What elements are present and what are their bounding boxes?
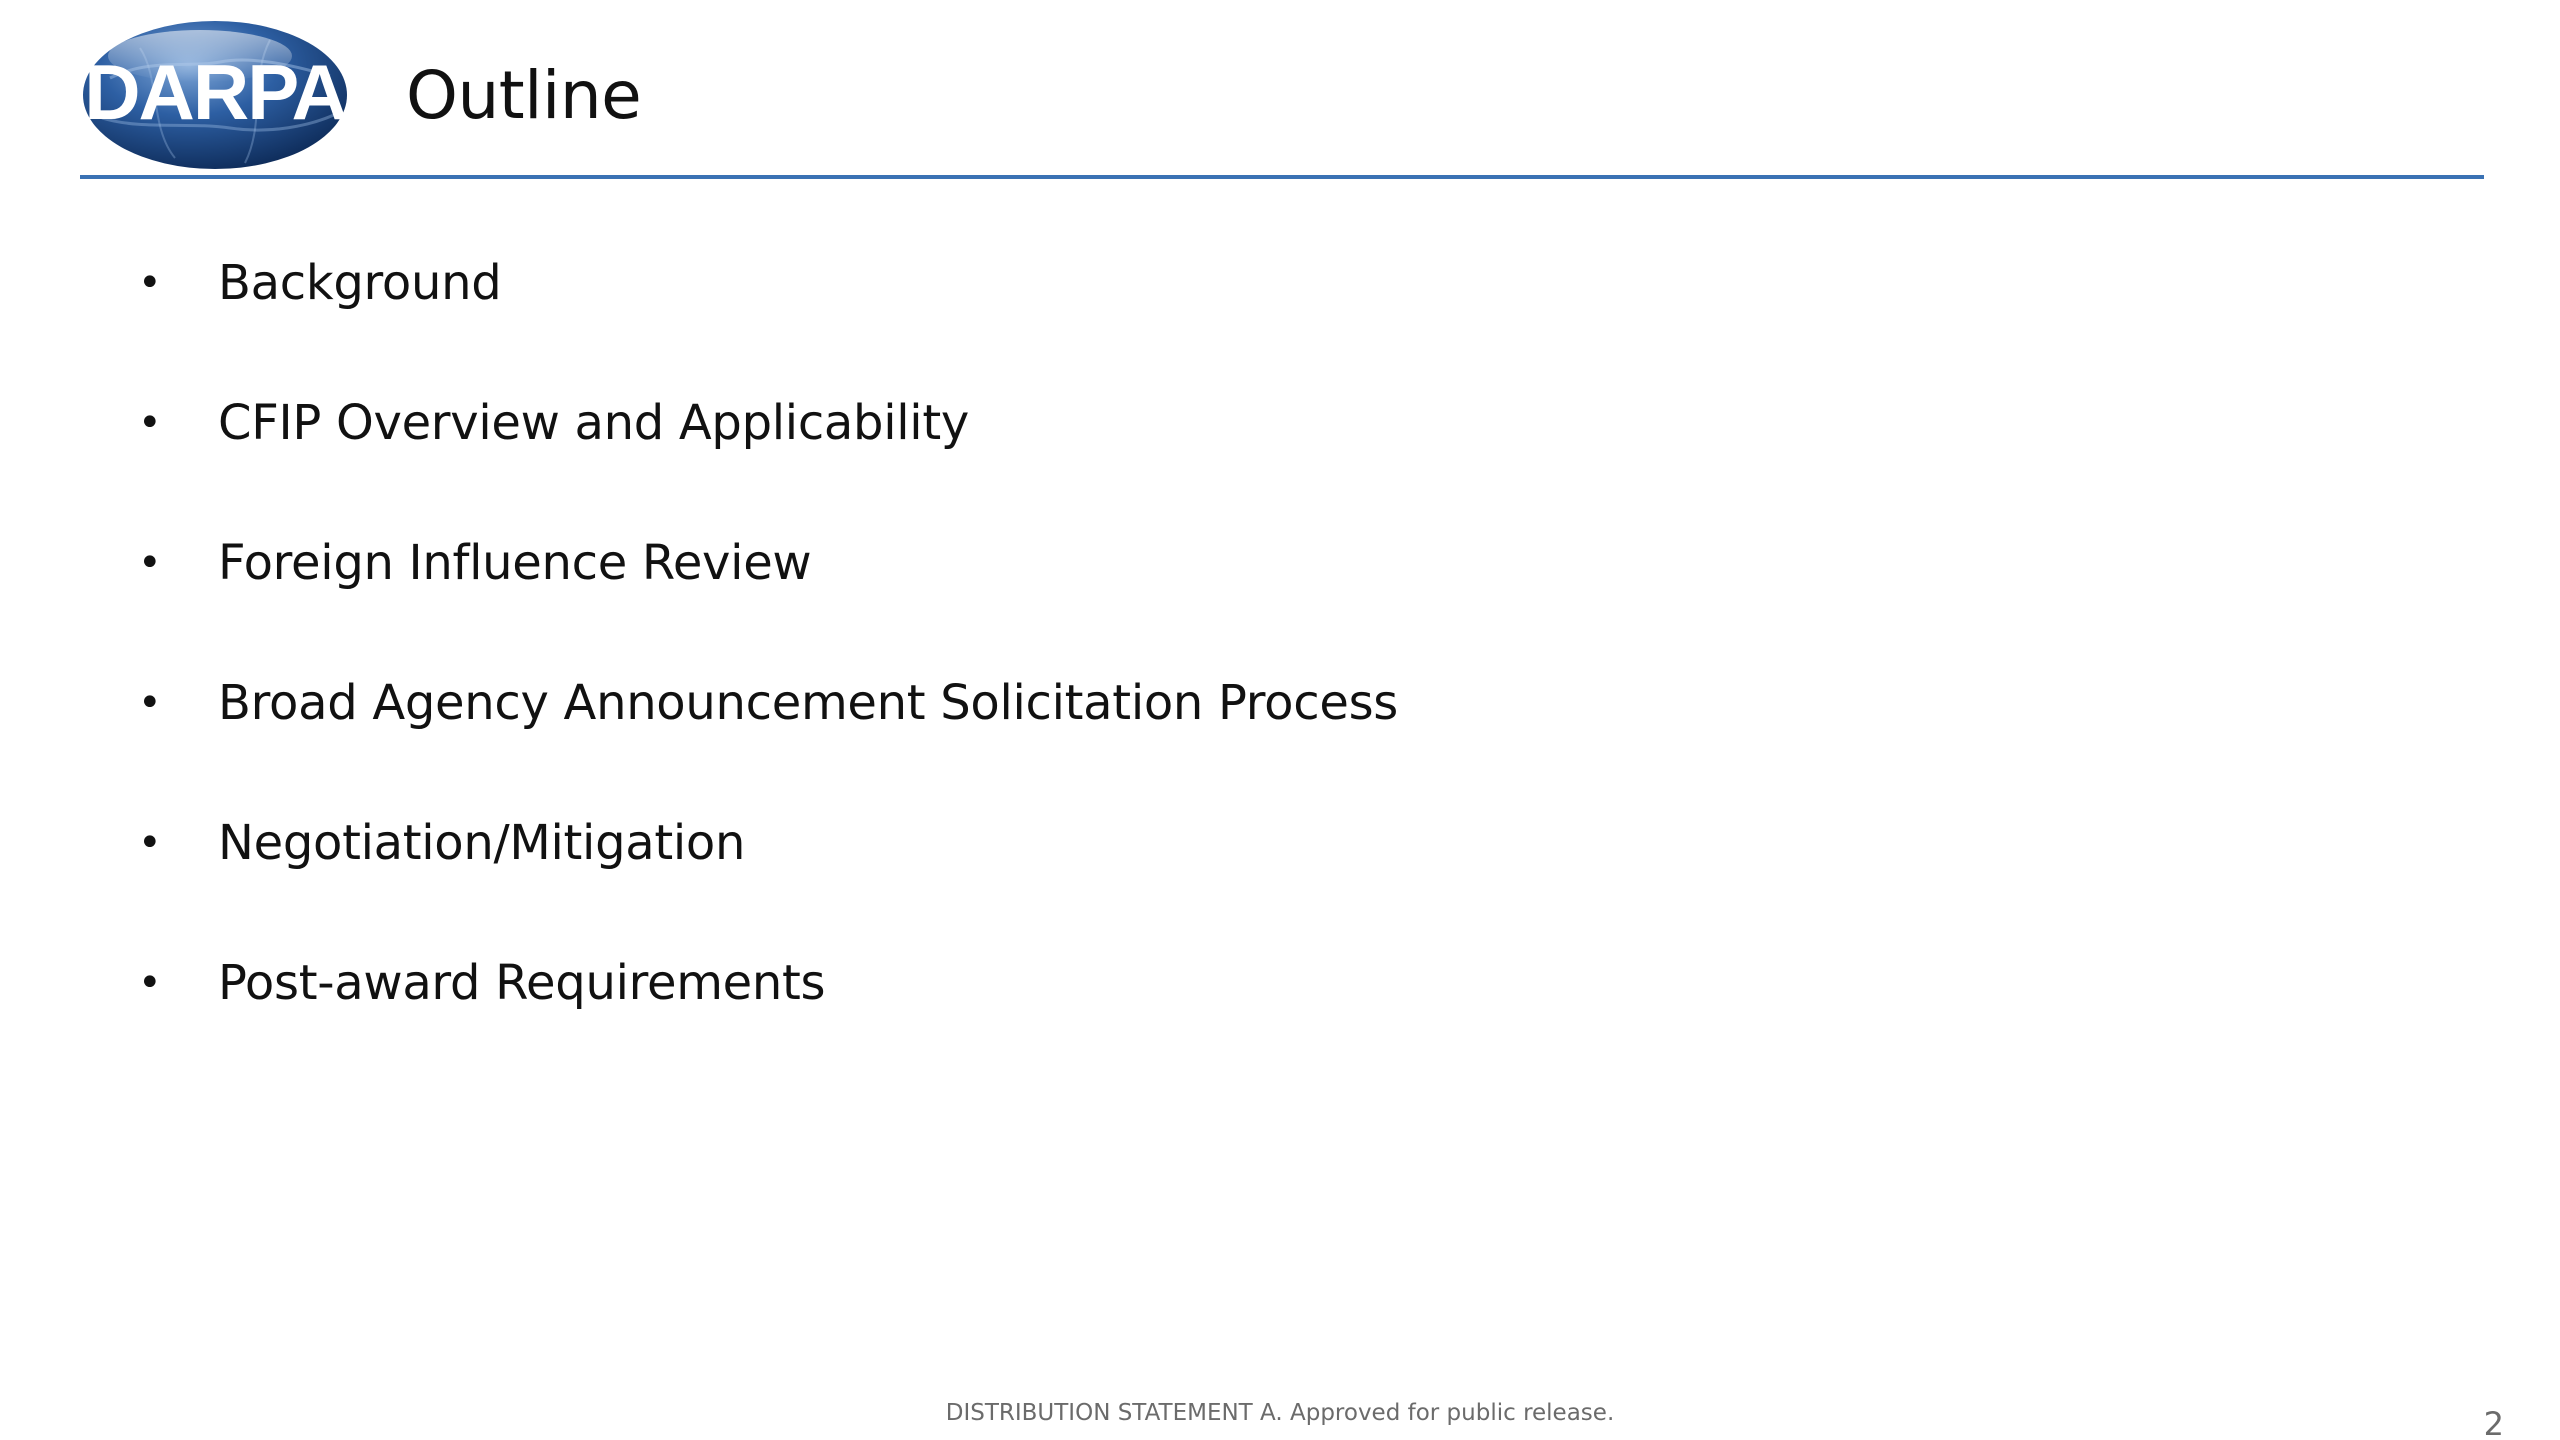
bullet-text: CFIP Overview and Applicability (218, 395, 969, 451)
bullet-icon: • (138, 540, 162, 586)
list-item (130, 246, 1398, 386)
title-divider (80, 175, 2484, 179)
bullet-icon: • (138, 960, 162, 1006)
bullet-text: Negotiation/Mitigation (218, 815, 746, 871)
bullet-icon: • (138, 260, 162, 306)
slide-title: Outline (406, 57, 642, 134)
list-item (130, 946, 1398, 1086)
bullet-icon: • (138, 400, 162, 446)
page-number: 2 (2483, 1405, 2504, 1440)
darpa-globe-icon (80, 18, 350, 172)
bullet-icon: • (138, 680, 162, 726)
darpa-logo (80, 18, 350, 172)
list-item (130, 386, 1398, 526)
logo-wordmark: DARPA (84, 48, 346, 136)
list-item (130, 526, 1398, 666)
bullet-text: Post-award Requirements (218, 955, 826, 1011)
list-item (130, 666, 1398, 806)
bullet-icon: • (138, 820, 162, 866)
bullet-list (130, 246, 1398, 1086)
bullet-text: Broad Agency Announcement Solicitation Process (218, 675, 1398, 731)
bullet-text: Background (218, 255, 502, 311)
distribution-statement: DISTRIBUTION STATEMENT A. Approved for public release. (945, 1400, 1615, 1426)
list-item (130, 806, 1398, 946)
bullet-text: Foreign Influence Review (218, 535, 812, 591)
